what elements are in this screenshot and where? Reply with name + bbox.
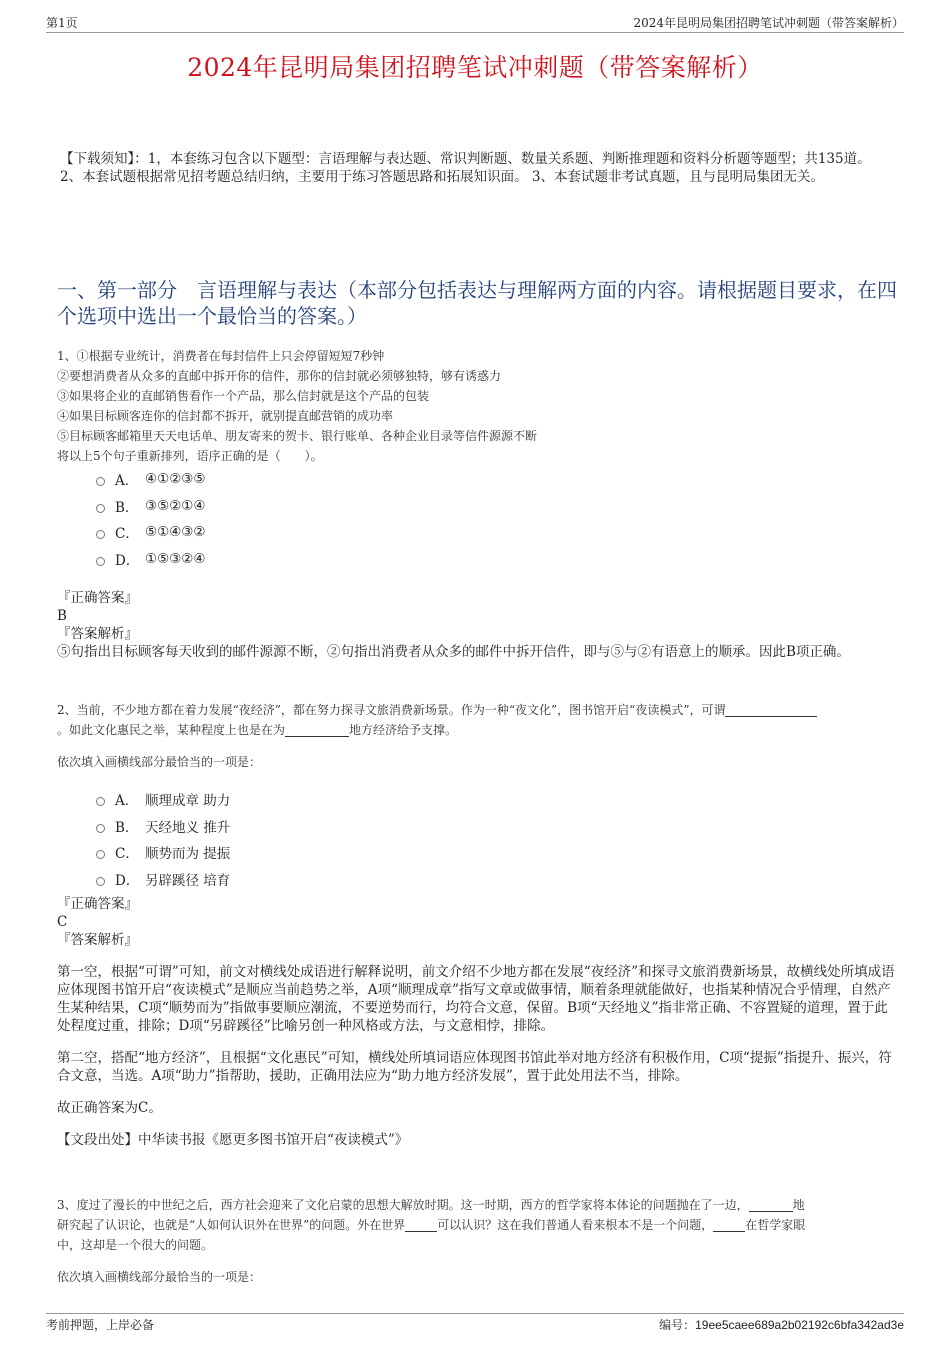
- option-c[interactable]: C． ⑤①④③②: [96, 519, 206, 546]
- radio-icon[interactable]: [96, 530, 105, 539]
- page-title: 2024年昆明局集团招聘笔试冲刺题（带答案解析）: [187, 53, 763, 82]
- download-notice: 【下载须知】：1，本套练习包含以下题型：言语理解与表达题、常识判断题、数量关系题、判断推理题和资料分析题等题型；共135道。 2、本套试题根据常见招考题总结归纳，主要用于练习答题思路和拓展知识面。 3、本套试题非考试真题，且与昆明局集团无关。: [60, 151, 871, 185]
- footer-code: 编号：19ee5caee689a2b02192c6bfa342ad3e: [659, 1318, 904, 1332]
- analysis-para-2: 第二空，搭配“地方经济”，且根据“文化惠民”可知，横线处所填词语应体现图书馆此举对地方经济有积极作用，C项“提振”指提升、振兴，符合文意，当选。A项“助力”指帮助，援助，正确用法应为“助力地方经济发展”，置于此处用法不当，排除。: [57, 1050, 892, 1084]
- fill-blank: [405, 1219, 437, 1232]
- radio-icon[interactable]: [96, 797, 105, 806]
- stem-line: ⑤目标顾客邮箱里天天电话单、朋友寄来的贺卡、银行账单、各种企业目录等信件源源不断: [57, 429, 538, 443]
- section-heading: 一、第一部分 言语理解与表达（本部分包括表达与理解两方面的内容。请根据题目要求，在四个选项中选出一个最恰当的答案。）: [57, 278, 897, 328]
- option-a[interactable]: A． 顺理成章 助力: [96, 786, 230, 813]
- question-2-answer: [57, 895, 897, 1149]
- question-2-stem: 2、当前，不少地方都在着力发展“夜经济”，都在努力探寻文旅消费新场景。作为一种“夜文化”，图书馆开启“夜读模式”，可谓 。如此文化惠民之举，某种程度上也是在为 地方经济给予支撑。 依次填入画横线部分最恰当的一项是：: [57, 700, 897, 772]
- analysis-label: 『答案解析』: [57, 932, 138, 948]
- header-title: 2024年昆明局集团招聘笔试冲刺题（带答案解析）: [633, 16, 904, 30]
- stem-line: ③如果将企业的直邮销售看作一个产品，那么信封就是这个产品的包装: [57, 389, 430, 403]
- fill-blank: [713, 1219, 745, 1232]
- question-2-options: [96, 786, 230, 892]
- radio-icon[interactable]: [96, 504, 105, 513]
- question-3-stem: 3、度过了漫长的中世纪之后，西方社会迎来了文化启蒙的思想大解放时期。这一时期，西方的哲学家将本体论的问题抛在了一边， 地 研究起了认识论，也就是“人如何认识外在世界”的问题。外在世界 可以认识？这在我们普通人看来根本不是一个问题， 在哲学家眼 中，这却是一个很大的问题。 依次填入画横线部分最恰当的一项是：: [57, 1195, 897, 1287]
- radio-icon[interactable]: [96, 824, 105, 833]
- radio-icon[interactable]: [96, 557, 105, 566]
- page-header: [46, 14, 904, 33]
- stem-line: ②要想消费者从众多的直邮中拆开你的信件，那你的信封就必须够独特，够有诱惑力: [57, 369, 502, 383]
- stem-line: 将以上5个句子重新排列，语序正确的是（ ）。: [57, 449, 323, 463]
- fill-blank: [749, 1199, 793, 1212]
- analysis-label: 『答案解析』: [57, 626, 138, 642]
- option-d[interactable]: D． ①⑤③②④: [96, 546, 206, 573]
- question-1-options: [96, 466, 206, 572]
- fill-blank: [725, 704, 817, 717]
- fill-blank: [285, 724, 349, 737]
- analysis-text: ⑤句指出目标顾客每天收到的邮件源源不断，②句指出消费者从众多的邮件中拆开信件，即与⑤与②有语意上的顺承。因此B项正确。: [57, 644, 850, 660]
- answer-value: B: [57, 608, 67, 624]
- answer-label: 『正确答案』: [57, 590, 138, 606]
- footer-slogan: 考前押题，上岸必备: [46, 1318, 155, 1332]
- prompt: 依次填入画横线部分最恰当的一项是：: [57, 755, 262, 769]
- answer-label: 『正确答案』: [57, 896, 138, 912]
- stem-line: ④如果目标顾客连你的信封都不拆开，就别提直邮营销的成功率: [57, 409, 394, 423]
- question-1-answer: [57, 589, 897, 661]
- option-d[interactable]: D． 另辟蹊径 培育: [96, 866, 230, 893]
- question-1-stem: [57, 346, 897, 466]
- source-note: 【文段出处】中华读书报《愿更多图书馆开启“夜读模式”》: [57, 1132, 409, 1148]
- radio-icon[interactable]: [96, 877, 105, 886]
- option-c[interactable]: C． 顺势而为 提振: [96, 839, 230, 866]
- page-footer: [46, 1313, 904, 1334]
- answer-value: C: [57, 914, 68, 930]
- prompt: 依次填入画横线部分最恰当的一项是：: [57, 1270, 262, 1284]
- analysis-para-3: 故正确答案为C。: [57, 1100, 162, 1116]
- radio-icon[interactable]: [96, 850, 105, 859]
- stem-line: 1、①根据专业统计，消费者在每封信件上只会停留短短7秒钟: [57, 349, 385, 363]
- option-a[interactable]: A． ④①②③⑤: [96, 466, 206, 493]
- analysis-para-1: 第一空，根据“可谓”可知，前文对横线处成语进行解释说明，前文介绍不少地方都在发展“夜经济”和探寻文旅消费新场景，故横线处所填成语应体现图书馆开启“夜读模式”是顺应当前趋势之举，A项“顺理成章”指写文章或做事情，顺着条理就能做好，也指某种情况合乎情理，自然产生某种结果，C项“顺势而为”指做事要顺应潮流，不要逆势而行，均符合文意，保留。B项“天经地义”指非常正确、不容置疑的道理，置于此处程度过重，排除；D项“另辟蹊径”比喻另创一种风格或方法，与文意相悖，排除。: [57, 964, 895, 1034]
- page-number: 第1页: [46, 16, 78, 30]
- option-b[interactable]: B． 天经地义 推升: [96, 813, 230, 840]
- radio-icon[interactable]: [96, 477, 105, 486]
- option-b[interactable]: B． ③⑤②①④: [96, 493, 206, 520]
